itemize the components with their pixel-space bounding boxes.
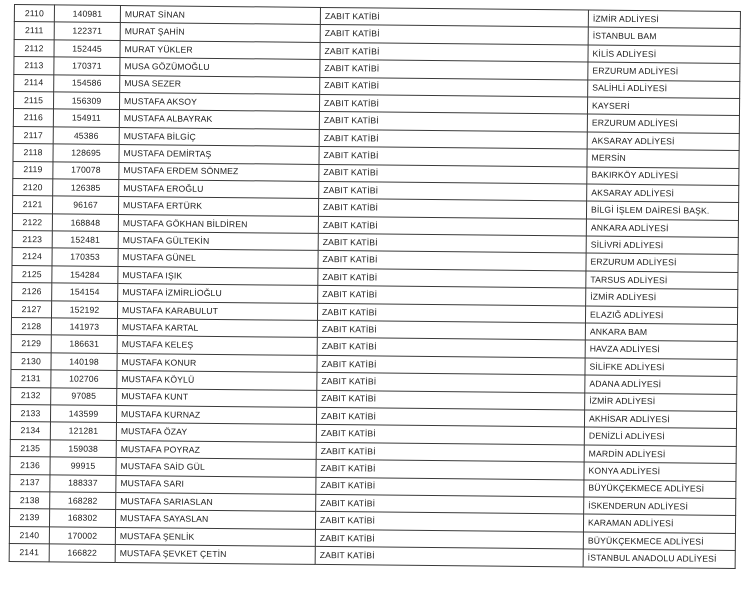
workplace-cell: HAVZA ADLİYESİ [585, 340, 737, 359]
workplace-cell: DENİZLİ ADLİYESİ [584, 427, 736, 446]
workplace-cell: İSKENDERUN ADLİYESİ [584, 497, 736, 516]
workplace-cell: MERSİN [587, 149, 739, 168]
job-title-cell: ZABIT KATİBİ [316, 442, 584, 462]
workplace-cell: AKHİSAR ADLİYESİ [584, 410, 736, 429]
registry-number-cell: 152445 [54, 40, 120, 58]
row-number-cell: 2132 [11, 387, 51, 405]
workplace-cell: ADANA ADLİYESİ [585, 375, 737, 394]
full-name-cell: MUSTAFA KELEŞ [117, 336, 317, 355]
row-number-cell: 2130 [11, 352, 51, 370]
registry-number-cell: 170371 [54, 57, 120, 75]
workplace-cell: ERZURUM ADLİYESİ [586, 253, 738, 272]
job-title-cell: ZABIT KATİBİ [316, 425, 584, 445]
job-title-cell: ZABIT KATİBİ [319, 181, 587, 201]
workplace-cell: SALİHLİ ADLİYESİ [588, 80, 740, 99]
row-number-cell: 2128 [11, 318, 51, 336]
workplace-cell: ANKARA BAM [585, 323, 737, 342]
workplace-cell: AKSARAY ADLİYESİ [587, 184, 739, 203]
registry-number-cell: 140981 [54, 5, 120, 23]
registry-number-cell: 170002 [49, 527, 115, 545]
row-number-cell: 2136 [10, 457, 50, 475]
workplace-cell: İZMİR ADLİYESİ [585, 393, 737, 412]
registry-number-cell: 156309 [53, 92, 119, 110]
full-name-cell: MUSTAFA KUNT [117, 388, 317, 407]
workplace-cell: KONYA ADLİYESİ [584, 462, 736, 481]
full-name-cell: MUSA SEZER [120, 75, 320, 94]
registry-number-cell: 152192 [51, 301, 117, 319]
full-name-cell: MURAT YÜKLER [120, 40, 320, 59]
row-number-cell: 2138 [10, 491, 50, 509]
job-title-cell: ZABIT KATİBİ [319, 112, 587, 132]
job-title-cell: ZABIT KATİBİ [319, 129, 587, 149]
full-name-cell: MUSTAFA ERDEM SÖNMEZ [119, 162, 319, 181]
job-title-cell: ZABIT KATİBİ [318, 286, 586, 306]
registry-number-cell: 170078 [53, 161, 119, 179]
personnel-table [9, 4, 741, 568]
full-name-cell: MUSA GÖZÜMOĞLU [120, 58, 320, 77]
job-title-cell: ZABIT KATİBİ [318, 251, 586, 271]
registry-number-cell: 97085 [51, 387, 117, 405]
full-name-cell: MUSTAFA BİLGİÇ [119, 127, 319, 146]
full-name-cell: MUSTAFA GÜLTEKİN [118, 232, 318, 251]
row-number-cell: 2116 [13, 109, 53, 127]
row-number-cell: 2111 [14, 22, 54, 40]
registry-number-cell: 102706 [51, 370, 117, 388]
registry-number-cell: 45386 [53, 127, 119, 145]
workplace-cell: ANKARA ADLİYESİ [586, 219, 738, 238]
personnel-table-body [9, 5, 740, 568]
job-title-cell: ZABIT KATİBİ [319, 94, 587, 114]
job-title-cell: ZABIT KATİBİ [318, 268, 586, 288]
job-title-cell: ZABIT KATİBİ [315, 547, 583, 567]
full-name-cell: MUSTAFA KARTAL [117, 319, 317, 338]
full-name-cell: MUSTAFA ERTÜRK [118, 197, 318, 216]
workplace-cell: KİLİS ADLİYESİ [588, 45, 740, 64]
workplace-cell: ERZURUM ADLİYESİ [588, 62, 740, 81]
workplace-cell: İSTANBUL BAM [588, 27, 740, 46]
full-name-cell: MUSTAFA AKSOY [119, 92, 319, 111]
registry-number-cell: 159038 [50, 440, 116, 458]
registry-number-cell: 99915 [50, 457, 116, 475]
workplace-cell: İZMİR ADLİYESİ [588, 10, 740, 29]
full-name-cell: MUSTAFA SAYASLAN [115, 510, 315, 529]
row-number-cell: 2141 [9, 544, 49, 562]
workplace-cell: AKSARAY ADLİYESİ [587, 132, 739, 151]
full-name-cell: MUSTAFA ŞEVKET ÇETİN [115, 545, 315, 564]
row-number-cell: 2120 [13, 178, 53, 196]
job-title-cell: ZABIT KATİBİ [316, 407, 584, 427]
workplace-cell: KARAMAN ADLİYESİ [583, 514, 735, 533]
row-number-cell: 2139 [9, 509, 49, 527]
full-name-cell: MURAT ŞAHİN [120, 23, 320, 42]
registry-number-cell: 121281 [50, 422, 116, 440]
registry-number-cell: 154911 [53, 109, 119, 127]
workplace-cell: KAYSERİ [587, 97, 739, 116]
job-title-cell: ZABIT KATİBİ [317, 390, 585, 410]
full-name-cell: MUSTAFA DEMİRTAŞ [119, 145, 319, 164]
row-number-cell: 2113 [14, 57, 54, 75]
registry-number-cell: 154154 [52, 283, 118, 301]
job-title-cell: ZABIT KATİBİ [320, 7, 588, 27]
workplace-cell: BÜYÜKÇEKMECE ADLİYESİ [583, 532, 735, 551]
job-title-cell: ZABIT KATİBİ [320, 77, 588, 97]
registry-number-cell: 140198 [51, 353, 117, 371]
job-title-cell: ZABIT KATİBİ [316, 460, 584, 480]
job-title-cell: ZABIT KATİBİ [319, 164, 587, 184]
job-title-cell: ZABIT KATİBİ [318, 199, 586, 219]
job-title-cell: ZABIT KATİBİ [317, 303, 585, 323]
row-number-cell: 2131 [11, 370, 51, 388]
full-name-cell: MURAT SİNAN [120, 6, 320, 25]
full-name-cell: MUSTAFA POYRAZ [116, 440, 316, 459]
job-title-cell: ZABIT KATİBİ [315, 529, 583, 549]
job-title-cell: ZABIT KATİBİ [318, 216, 586, 236]
row-number-cell: 2124 [12, 248, 52, 266]
job-title-cell: ZABIT KATİBİ [317, 338, 585, 358]
row-number-cell: 2140 [9, 526, 49, 544]
workplace-cell: BÜYÜKÇEKMECE ADLİYESİ [584, 480, 736, 499]
job-title-cell: ZABIT KATİBİ [317, 373, 585, 393]
row-number-cell: 2122 [12, 213, 52, 231]
registry-number-cell: 152481 [52, 231, 118, 249]
workplace-cell: İZMİR ADLİYESİ [586, 288, 738, 307]
workplace-cell: BİLGİ İŞLEM DAİRESİ BAŞK. [586, 201, 738, 220]
registry-number-cell: 188337 [50, 474, 116, 492]
full-name-cell: MUSTAFA GÖKHAN BİLDİREN [118, 214, 318, 233]
registry-number-cell: 170353 [52, 248, 118, 266]
full-name-cell: MUSTAFA ÖZAY [116, 423, 316, 442]
job-title-cell: ZABIT KATİBİ [317, 355, 585, 375]
row-number-cell: 2133 [10, 404, 50, 422]
job-title-cell: ZABIT KATİBİ [315, 512, 583, 532]
job-title-cell: ZABIT KATİBİ [320, 42, 588, 62]
registry-number-cell: 168848 [52, 214, 118, 232]
row-number-cell: 2137 [10, 474, 50, 492]
row-number-cell: 2110 [14, 5, 54, 23]
full-name-cell: MUSTAFA SARI [116, 475, 316, 494]
registry-number-cell: 128695 [53, 144, 119, 162]
job-title-cell: ZABIT KATİBİ [320, 25, 588, 45]
registry-number-cell: 168302 [49, 509, 115, 527]
row-number-cell: 2118 [13, 144, 53, 162]
job-title-cell: ZABIT KATİBİ [316, 477, 584, 497]
row-number-cell: 2114 [14, 74, 54, 92]
workplace-cell: İSTANBUL ANADOLU ADLİYESİ [583, 549, 735, 568]
row-number-cell: 2125 [12, 265, 52, 283]
registry-number-cell: 154284 [52, 266, 118, 284]
full-name-cell: MUSTAFA KURNAZ [116, 405, 316, 424]
full-name-cell: MUSTAFA KÖYLÜ [117, 371, 317, 390]
full-name-cell: MUSTAFA SARIASLAN [116, 492, 316, 511]
row-number-cell: 2127 [11, 300, 51, 318]
workplace-cell: ELAZIĞ ADLİYESİ [585, 306, 737, 325]
row-number-cell: 2119 [13, 161, 53, 179]
row-number-cell: 2123 [12, 231, 52, 249]
full-name-cell: MUSTAFA ŞENLİK [115, 527, 315, 546]
full-name-cell: MUSTAFA KONUR [117, 353, 317, 372]
full-name-cell: MUSTAFA İZMİRLİOĞLU [118, 284, 318, 303]
row-number-cell: 2112 [14, 39, 54, 57]
job-title-cell: ZABIT KATİBİ [316, 494, 584, 514]
registry-number-cell: 154586 [54, 74, 120, 92]
job-title-cell: ZABIT KATİBİ [318, 234, 586, 254]
full-name-cell: MUSTAFA KARABULUT [117, 301, 317, 320]
registry-number-cell: 126385 [53, 179, 119, 197]
workplace-cell: ERZURUM ADLİYESİ [587, 114, 739, 133]
row-number-cell: 2135 [10, 439, 50, 457]
registry-number-cell: 141973 [51, 318, 117, 336]
job-title-cell: ZABIT KATİBİ [317, 320, 585, 340]
full-name-cell: MUSTAFA ALBAYRAK [119, 110, 319, 129]
job-title-cell: ZABIT KATİBİ [320, 60, 588, 80]
registry-number-cell: 96167 [52, 196, 118, 214]
full-name-cell: MUSTAFA EROĞLU [119, 179, 319, 198]
registry-number-cell: 143599 [50, 405, 116, 423]
full-name-cell: MUSTAFA SAİD GÜL [116, 458, 316, 477]
row-number-cell: 2121 [12, 196, 52, 214]
workplace-cell: BAKIRKÖY ADLİYESİ [587, 167, 739, 186]
row-number-cell: 2134 [10, 422, 50, 440]
row-number-cell: 2115 [13, 91, 53, 109]
workplace-cell: TARSUS ADLİYESİ [586, 271, 738, 290]
workplace-cell: MARDİN ADLİYESİ [584, 445, 736, 464]
workplace-cell: SİLİFKE ADLİYESİ [585, 358, 737, 377]
job-title-cell: ZABIT KATİBİ [319, 147, 587, 167]
row-number-cell: 2126 [12, 283, 52, 301]
registry-number-cell: 168282 [50, 492, 116, 510]
full-name-cell: MUSTAFA GÜNEL [118, 249, 318, 268]
full-name-cell: MUSTAFA IŞIK [118, 266, 318, 285]
row-number-cell: 2129 [11, 335, 51, 353]
registry-number-cell: 166822 [49, 544, 115, 562]
registry-number-cell: 122371 [54, 22, 120, 40]
row-number-cell: 2117 [13, 126, 53, 144]
registry-number-cell: 186631 [51, 335, 117, 353]
workplace-cell: SİLİVRİ ADLİYESİ [586, 236, 738, 255]
